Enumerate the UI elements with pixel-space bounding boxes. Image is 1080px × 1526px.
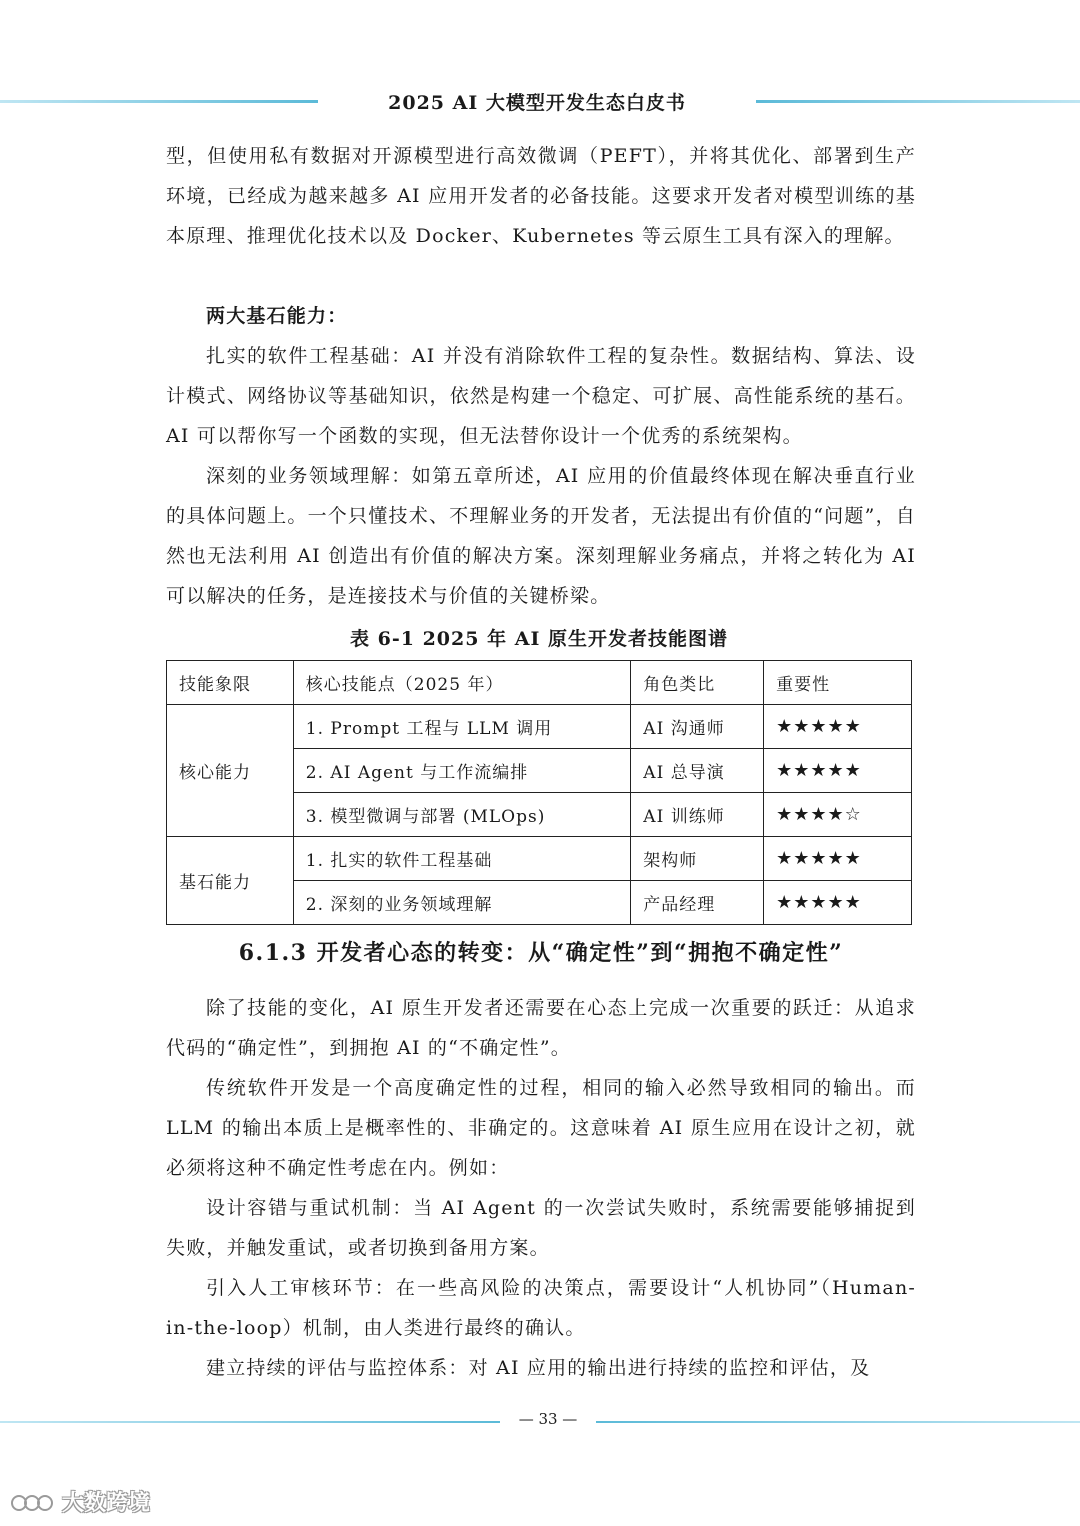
- intro-block: [166, 136, 916, 256]
- importance-stars: ★★★★★: [764, 749, 912, 793]
- quadrant-cell: 核心能力: [167, 705, 294, 837]
- role-cell: AI 训练师: [631, 793, 764, 837]
- watermark-logo-icon: [10, 1489, 56, 1515]
- watermark: [10, 1486, 150, 1517]
- section-paragraph: 除了技能的变化，AI 原生开发者还需要在心态上完成一次重要的跃迁：从追求代码的“确定性”，到拥抱 AI 的“不确定性”。: [166, 997, 916, 1059]
- section-title: 6.1.3 开发者心态的转变：从“确定性”到“拥抱不确定性”: [238, 940, 844, 966]
- skill-cell: 1. Prompt 工程与 LLM 调用: [293, 705, 631, 749]
- header-rule-right: [756, 100, 1080, 103]
- page-number: — 33 —: [518, 1410, 578, 1428]
- foundation-block: [166, 296, 916, 616]
- importance-stars: ★★★★☆: [764, 793, 912, 837]
- footer-rule-right: [596, 1421, 1080, 1423]
- footer-rule-left: [0, 1421, 500, 1423]
- page-header-title: 2025 AI 大模型开发生态白皮书: [388, 92, 686, 114]
- header-rule-left: [0, 100, 318, 103]
- table-header-row: [167, 661, 912, 705]
- header-importance: 重要性: [764, 661, 912, 705]
- foundation-paragraph-domain: 深刻的业务领域理解：如第五章所述，AI 应用的价值最终体现在解决垂直行业的具体问题上。一个只懂技术、不理解业务的开发者，无法提出有价值的“问题”，自然也无法利用 AI 创造出有价值的解决方案。深刻理解业务痛点，并将之转化为 AI 可以解决的任务，是连接技术与价值的关键桥梁。: [166, 465, 916, 607]
- table-caption: 表 6-1 2025 年 AI 原生开发者技能图谱: [350, 628, 728, 650]
- table-row: [167, 837, 912, 881]
- section-paragraph: 设计容错与重试机制：当 AI Agent 的一次尝试失败时，系统需要能够捕捉到失败，并触发重试，或者切换到备用方案。: [166, 1197, 916, 1259]
- skill-cell: 2. AI Agent 与工作流编排: [293, 749, 631, 793]
- skill-cell: 3. 模型微调与部署 (MLOps): [293, 793, 631, 837]
- intro-paragraph: 型，但使用私有数据对开源模型进行高效微调（PEFT），并将其优化、部署到生产环境，已经成为越来越多 AI 应用开发者的必备技能。这要求开发者对模型训练的基本原理、推理优化技术以及 Docker、Kubernetes 等云原生工具有深入的理解。: [166, 145, 916, 247]
- importance-stars: ★★★★★: [764, 881, 912, 925]
- watermark-text: 大数跨境: [62, 1491, 151, 1516]
- section-paragraph: 传统软件开发是一个高度确定性的过程，相同的输入必然导致相同的输出。而 LLM 的输出本质上是概率性的、非确定的。这意味着 AI 原生应用在设计之初，就必须将这种不确定性考虑在内。例如：: [166, 1077, 916, 1179]
- role-cell: AI 沟通师: [631, 705, 764, 749]
- section-paragraph: 引入人工审核环节：在一些高风险的决策点，需要设计“人机协同”（Human-in-the-loop）机制，由人类进行最终的确认。: [166, 1277, 916, 1339]
- header-quadrant: 技能象限: [167, 661, 294, 705]
- header-role: 角色类比: [631, 661, 764, 705]
- foundation-heading: 两大基石能力：: [206, 305, 348, 327]
- skill-cell: 1. 扎实的软件工程基础: [293, 837, 631, 881]
- role-cell: 架构师: [631, 837, 764, 881]
- skills-table: [166, 660, 912, 925]
- foundation-paragraph-engineering: 扎实的软件工程基础：AI 并没有消除软件工程的复杂性。数据结构、算法、设计模式、网络协议等基础知识，依然是构建一个稳定、可扩展、高性能系统的基石。AI 可以帮你写一个函数的实现，但无法替你设计一个优秀的系统架构。: [166, 345, 916, 447]
- quadrant-cell: 基石能力: [167, 837, 294, 925]
- section-paragraph: 建立持续的评估与监控体系：对 AI 应用的输出进行持续的监控和评估，及: [206, 1357, 871, 1379]
- importance-stars: ★★★★★: [764, 705, 912, 749]
- header-skill: 核心技能点（2025 年）: [293, 661, 631, 705]
- section-body: [166, 988, 916, 1388]
- role-cell: AI 总导演: [631, 749, 764, 793]
- role-cell: 产品经理: [631, 881, 764, 925]
- skill-cell: 2. 深刻的业务领域理解: [293, 881, 631, 925]
- importance-stars: ★★★★★: [764, 837, 912, 881]
- table-row: [167, 705, 912, 749]
